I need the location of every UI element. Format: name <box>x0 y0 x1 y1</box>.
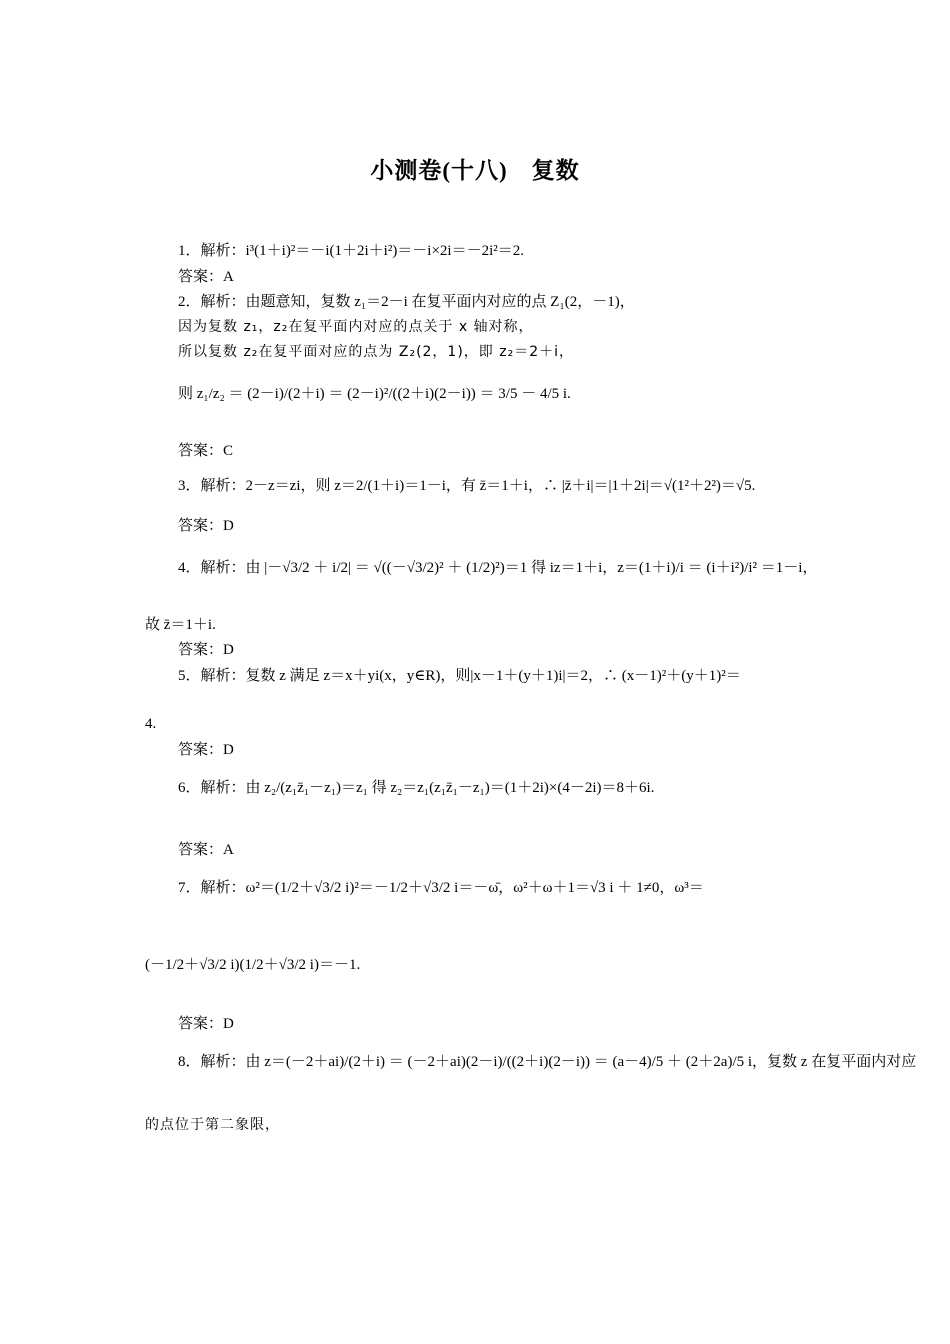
q7-line-2: (－1/2＋√3/2 i)(1/2＋√3/2 i)＝－1. <box>145 957 361 973</box>
q2-answer: 答案：C <box>178 443 234 459</box>
q4-analysis: 4．解析：由 |－√3/2 ＋ i/2| ＝ √((－√3/2)² ＋ (1/2)²)＝1 得 iz＝1＋i，z＝(1＋i)/i ＝ (i＋i²)/i² ＝1－i， <box>178 560 818 576</box>
q1-answer: 答案：A <box>178 269 234 285</box>
q2-line-3: 所以复数 z₂在复平面对应的点为 Z₂(2，1)，即 z₂＝2＋i， <box>178 344 575 360</box>
q2-analysis: 2．解析：由题意知，复数 z₁＝2－i 在复平面内对应的点 Z₁(2，－1)， <box>178 294 635 310</box>
q5-analysis: 5．解析：复数 z 满足 z＝x＋yi(x，y∈R)，则|x－1＋(y＋1)i|＝2，∴ (x－1)²＋(y＋1)²＝ <box>178 668 741 684</box>
q7-analysis: 7．解析：ω²＝(1/2＋√3/2 i)²＝－1/2＋√3/2 i＝－ω̄，ω²＋ω＋1＝√3 i ＋ 1≠0，ω³＝ <box>178 880 704 896</box>
q5-answer: 答案：D <box>178 742 234 758</box>
q2-line-2: 因为复数 z₁，z₂在复平面内对应的点关于 x 轴对称， <box>178 319 534 335</box>
q4-answer: 答案：D <box>178 642 234 658</box>
q5-line-2: 4. <box>145 716 157 732</box>
q6-answer: 答案：A <box>178 842 234 858</box>
q3-analysis: 3．解析：2－z＝zi，则 z＝2/(1＋i)＝1－i，有 z̄＝1＋i，∴ |z̄＋i|＝|1＋2i|＝√(1²＋2²)＝√5. <box>178 478 756 494</box>
q8-analysis: 8．解析：由 z＝(－2＋ai)/(2＋i) ＝ (－2＋ai)(2－i)/((2＋i)(2－i)) ＝ (a－4)/5 ＋ (2＋2a)/5 i，复数 z 在复平面内对应 <box>178 1054 917 1070</box>
q6-analysis: 6．解析：由 z₂/(z₁z̄₁－z₁)＝z₁ 得 z₂＝z₁(z₁z̄₁－z₁)＝(1＋2i)×(4－2i)＝8＋6i. <box>178 780 655 796</box>
q4-line-2: 故 z̄＝1＋i. <box>145 617 216 633</box>
q7-answer: 答案：D <box>178 1016 234 1032</box>
page-title: 小测卷(十八) 复数 <box>370 158 580 183</box>
q3-answer: 答案：D <box>178 518 234 534</box>
q2-formula: 则 z₁/z₂ ＝ (2－i)/(2＋i) ＝ (2－i)²/((2＋i)(2－i)) ＝ 3/5 － 4/5 i. <box>178 386 571 402</box>
q8-line-2: 的点位于第二象限， <box>145 1117 280 1133</box>
q1-analysis: 1．解析：i³(1＋i)²＝－i(1＋2i＋i²)＝－i×2i＝－2i²＝2. <box>178 243 525 259</box>
